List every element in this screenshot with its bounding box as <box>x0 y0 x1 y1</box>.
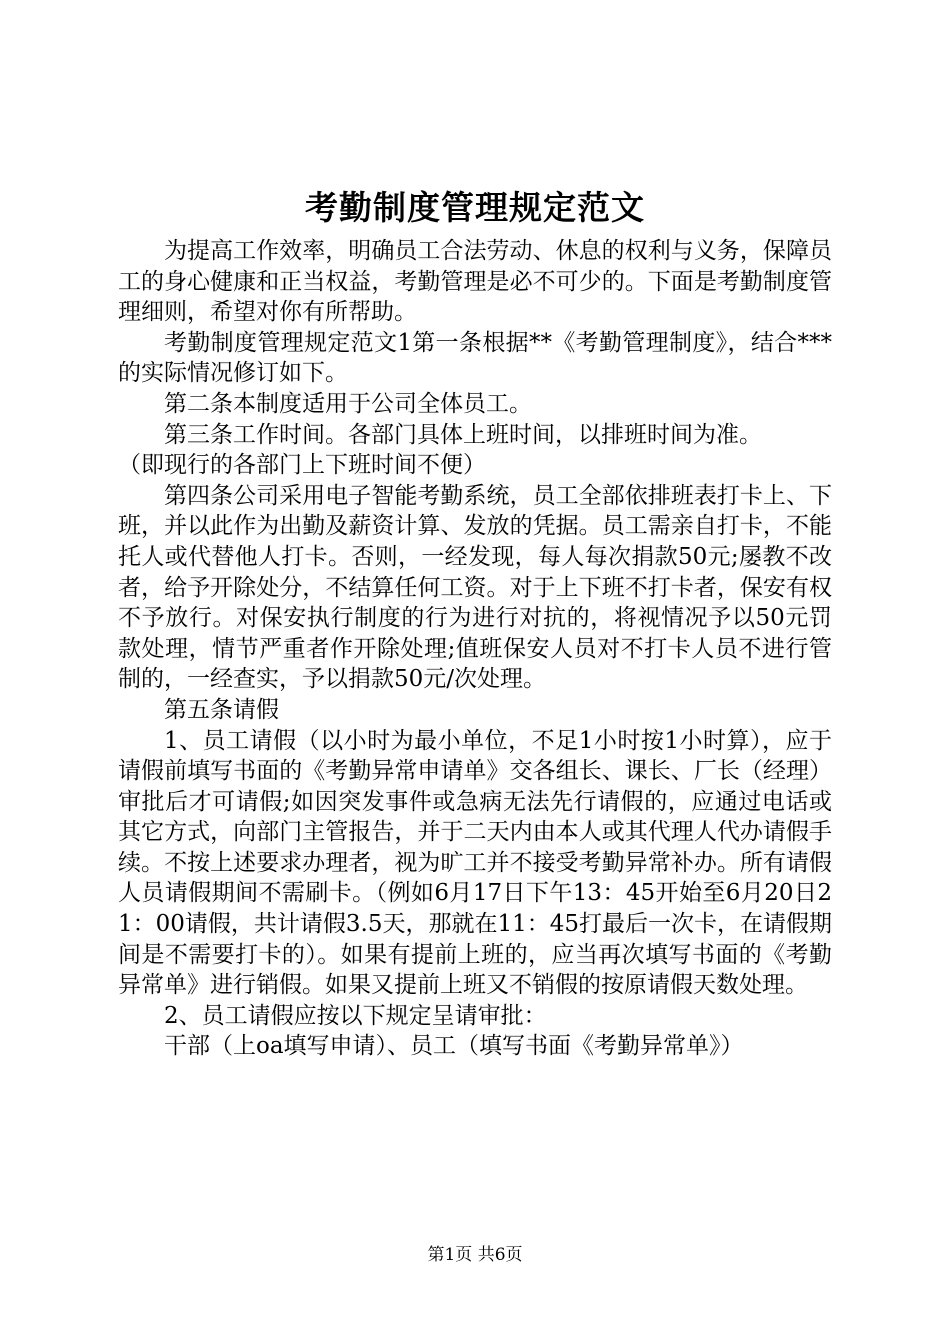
paragraph-article-4: 第四条公司采用电子智能考勤系统，员工全部依排班表打卡上、下班，并以此作为出勤及薪资计算、发放的凭据。员工需亲自打卡，不能托人或代替他人打卡。否则，一经发现，每人每次捐款50元;屡教不改者，给予开除处分，不结算任何工资。对于上下班不打卡者，保安有权不予放行。对保安执行制度的行为进行对抗的，将视情况予以50元罚款处理，情节严重者作开除处理;值班保安人员对不打卡人员不进行管制的，一经查实，予以捐款50元/次处理。 <box>118 482 832 693</box>
paragraph-article-5: 第五条请假 <box>164 696 279 723</box>
paragraph-article-2: 第二条本制度适用于公司全体员工。 <box>164 390 532 417</box>
paragraph-leave-rule-1: 1、员工请假（以小时为最小单位，不足1小时按1小时算），应于请假前填写书面的《考勤异常申请单》交各组长、课长、厂长（经理）审批后才可请假;如因突发事件或急病无法先行请假的，应通过电话或其它方式，向部门主管报告，并于二天内由本人或其代理人代办请假手续。不按上述要求办理者，视为旷工并不接受考勤异常补办。所有请假人员请假期间不需刷卡。（例如6月17日下午13：45开始至6月20日21：00请假，共计请假3.5天，那就在11：45打最后一次卡，在请假期间是不需要打卡的）。如果有提前上班的，应当再次填写书面的《考勤异常单》进行销假。如果又提前上班又不销假的按原请假天数处理。 <box>118 727 833 999</box>
document-body <box>118 236 832 1062</box>
paragraph-intro: 为提高工作效率，明确员工合法劳动、休息的权利与义务，保障员工的身心健康和正当权益，考勤管理是必不可少的。下面是考勤制度管理细则，希望对你有所帮助。 <box>118 238 832 326</box>
paragraph-approval-note: 干部（上oa填写申请）、员工（填写书面《考勤异常单》） <box>164 1033 744 1060</box>
page-footer: 第1页 共6页 <box>427 1245 523 1265</box>
paragraph-leave-rule-2: 2、员工请假应按以下规定呈请审批： <box>164 1002 547 1029</box>
document-title: 考勤制度管理规定范文 <box>305 188 645 227</box>
paragraph-article-1: 考勤制度管理规定范文1第一条根据**《考勤管理制度》，结合***的实际情况修订如下。 <box>118 329 832 387</box>
paragraph-article-3-note: （即现行的各部门上下班时间不便） <box>118 452 486 479</box>
paragraph-article-3: 第三条工作时间。各部门具体上班时间，以排班时间为准。 <box>164 421 762 448</box>
